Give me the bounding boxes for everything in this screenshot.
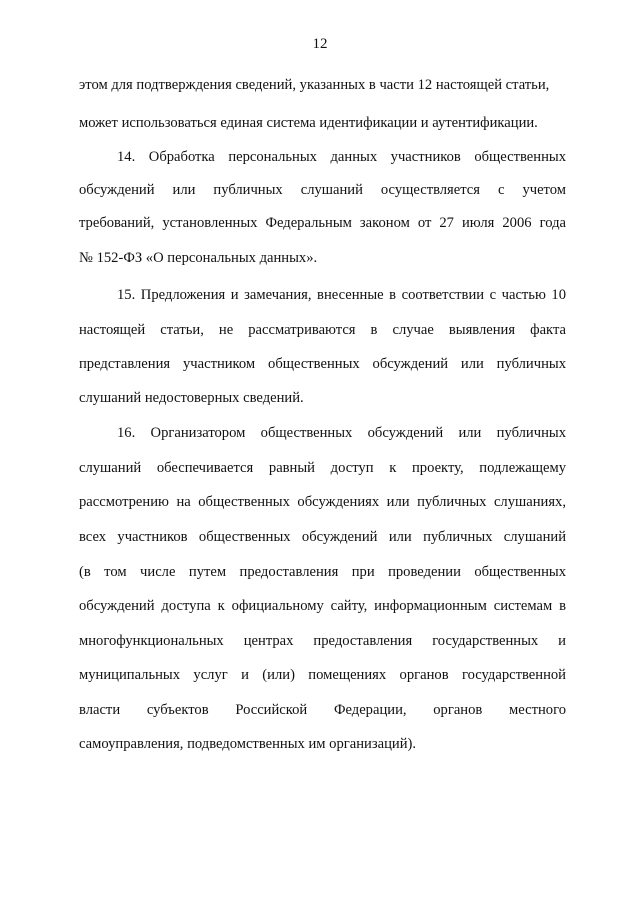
text-line: рассмотрению на общественных обсуждениях или публичных слушаниях, <box>79 494 566 510</box>
text-line: 15. Предложения и замечания, внесенные в соответствии с частью 10 <box>117 287 566 303</box>
text-line: всех участников общественных обсуждений или публичных слушаний <box>79 529 566 545</box>
text-line: многофункциональных центрах предоставления государственных и <box>79 633 566 649</box>
page-number: 12 <box>312 36 328 52</box>
text-line: может использоваться единая система идентификации и аутентификации. <box>79 115 538 131</box>
text-line: слушаний обеспечивается равный доступ к проекту, подлежащему <box>79 460 566 476</box>
text-line: 14. Обработка персональных данных участников общественных <box>117 149 566 165</box>
text-line: настоящей статьи, не рассматриваются в случае выявления факта <box>79 322 566 338</box>
text-line: этом для подтверждения сведений, указанных в части 12 настоящей статьи, <box>79 77 550 93</box>
text-line: представления участником общественных обсуждений или публичных <box>79 356 566 372</box>
text-line: 16. Организатором общественных обсуждений или публичных <box>117 425 566 441</box>
text-line: власти субъектов Российской Федерации, органов местного <box>79 702 566 718</box>
text-line: слушаний недостоверных сведений. <box>79 390 304 406</box>
text-line: требований, установленных Федеральным законом от 27 июля 2006 года <box>79 215 566 231</box>
text-line: самоуправления, подведомственных им организаций). <box>79 736 417 752</box>
text-line: (в том числе путем предоставления при проведении общественных <box>79 564 566 580</box>
text-line: обсуждений доступа к официальному сайту, информационным системам в <box>79 598 566 614</box>
text-line: муниципальных услуг и (или) помещениях органов государственной <box>79 667 566 683</box>
text-line: № 152-ФЗ «О персональных данных». <box>79 250 318 266</box>
text-line: обсуждений или публичных слушаний осуществляется с учетом <box>79 182 566 198</box>
